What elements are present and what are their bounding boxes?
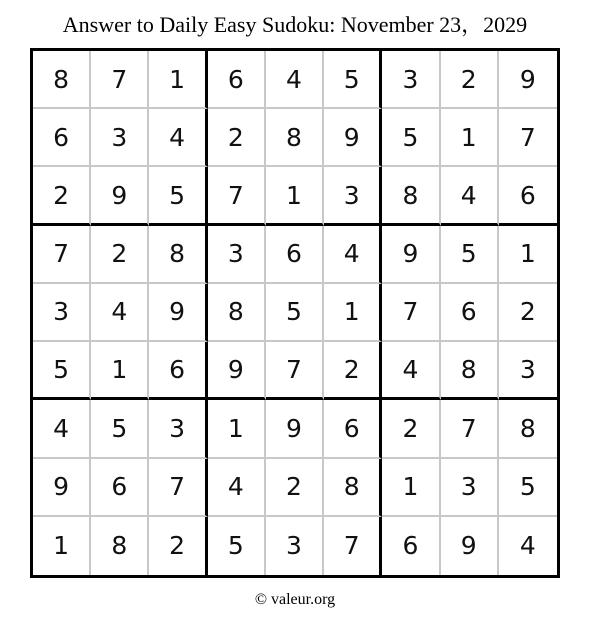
sudoku-cell-r4-c4: 3 (208, 226, 266, 284)
sudoku-cell-r6-c9: 3 (499, 342, 557, 400)
sudoku-cell-r4-c5: 6 (266, 226, 324, 284)
sudoku-cell-r5-c2: 4 (91, 284, 149, 342)
sudoku-cell-r5-c1: 3 (33, 284, 91, 342)
sudoku-cell-r8-c8: 3 (441, 459, 499, 517)
sudoku-cell-r3-c5: 1 (266, 167, 324, 225)
sudoku-cell-r1-c3: 1 (149, 51, 207, 109)
sudoku-cell-r8-c5: 2 (266, 459, 324, 517)
sudoku-cell-r4-c1: 7 (33, 226, 91, 284)
sudoku-cell-r9-c4: 5 (208, 517, 266, 575)
sudoku-cell-r2-c7: 5 (382, 109, 440, 167)
sudoku-cell-r9-c1: 1 (33, 517, 91, 575)
sudoku-cell-r7-c4: 1 (208, 400, 266, 458)
sudoku-cell-r2-c8: 1 (441, 109, 499, 167)
sudoku-cell-r1-c6: 5 (324, 51, 382, 109)
sudoku-cell-r3-c6: 3 (324, 167, 382, 225)
sudoku-cell-r1-c4: 6 (208, 51, 266, 109)
sudoku-cell-r4-c7: 9 (382, 226, 440, 284)
sudoku-cell-r9-c9: 4 (519, 531, 536, 561)
sudoku-cell-r7-c8: 7 (441, 400, 499, 458)
sudoku-cell-r6-c2: 1 (91, 342, 149, 400)
sudoku-cell-r5-c4: 8 (208, 284, 266, 342)
copyright-footer: © valeur.org (254, 591, 336, 608)
sudoku-cell-r3-c8: 4 (441, 167, 499, 225)
sudoku-cell-r2-c4: 2 (208, 109, 266, 167)
sudoku-cell-r3-c2: 9 (91, 167, 149, 225)
sudoku-cell-r3-c7: 8 (382, 167, 440, 225)
sudoku-cell-r5-c7: 7 (382, 284, 440, 342)
sudoku-cell-r2-c9: 7 (499, 109, 557, 167)
sudoku-cell-r1-c9: 9 (499, 51, 557, 109)
sudoku-board (30, 48, 560, 578)
sudoku-cell-r8-c7: 1 (382, 459, 440, 517)
sudoku-cell-r4-c9: 1 (499, 226, 557, 284)
sudoku-cell-r1-c5: 4 (266, 51, 324, 109)
sudoku-cell-r2-c3: 4 (149, 109, 207, 167)
sudoku-cell-r6-c5: 7 (266, 342, 324, 400)
sudoku-cell-r7-c5: 9 (266, 400, 324, 458)
sudoku-cell-r6-c7: 4 (382, 342, 440, 400)
sudoku-cell-r2-c1: 6 (33, 109, 91, 167)
sudoku-cell-r7-c2: 5 (91, 400, 149, 458)
sudoku-cell-r8-c2: 6 (91, 459, 149, 517)
sudoku-cell-r9-c2: 8 (91, 517, 149, 575)
sudoku-cell-r1-c8: 2 (441, 51, 499, 109)
sudoku-cell-r2-c6: 9 (324, 109, 382, 167)
sudoku-cell-r5-c8: 6 (441, 284, 499, 342)
sudoku-cell-r7-c1: 4 (33, 400, 91, 458)
sudoku-cell-r7-c9: 8 (499, 400, 557, 458)
sudoku-cell-r3-c1: 2 (33, 167, 91, 225)
sudoku-cell-r6-c4: 9 (208, 342, 266, 400)
sudoku-cell-r7-c3: 3 (149, 400, 207, 458)
sudoku-cell-r1-c7: 3 (382, 51, 440, 109)
sudoku-cell-r8-c6: 8 (324, 459, 382, 517)
sudoku-cell-r9-c6: 7 (324, 517, 382, 575)
sudoku-cell-r6-c8: 8 (441, 342, 499, 400)
sudoku-cell-r6-c3: 6 (149, 342, 207, 400)
sudoku-cell-r7-c7: 2 (382, 400, 440, 458)
sudoku-cell-r6-c1: 5 (33, 342, 91, 400)
sudoku-cell-r8-c1: 9 (33, 459, 91, 517)
sudoku-cell-r5-c6: 1 (324, 284, 382, 342)
page-title: Answer to Daily Easy Sudoku: November 23，2029 (62, 12, 528, 37)
sudoku-cell-r2-c2: 3 (91, 109, 149, 167)
sudoku-cell-r4-c8: 5 (441, 226, 499, 284)
sudoku-cell-r3-c4: 7 (208, 167, 266, 225)
sudoku-cell-r2-c5: 8 (266, 109, 324, 167)
sudoku-cell-r4-c2: 2 (91, 226, 149, 284)
sudoku-cell-r9-c8: 9 (441, 517, 499, 575)
sudoku-cell-r8-c3: 7 (149, 459, 207, 517)
sudoku-cell-r3-c9: 6 (499, 167, 557, 225)
sudoku-cell-r8-c4: 4 (208, 459, 266, 517)
sudoku-cell-r4-c3: 8 (149, 226, 207, 284)
sudoku-cell-r8-c9: 5 (499, 459, 557, 517)
sudoku-cell-r5-c3: 9 (149, 284, 207, 342)
sudoku-cell-r9-c3: 2 (149, 517, 207, 575)
sudoku-cell-r1-c2: 7 (91, 51, 149, 109)
sudoku-cell-r5-c5: 5 (266, 284, 324, 342)
sudoku-cell-r5-c9: 2 (499, 284, 557, 342)
sudoku-cell-r3-c3: 5 (149, 167, 207, 225)
sudoku-cell-r6-c6: 2 (324, 342, 382, 400)
sudoku-cell-r9-c7: 6 (382, 517, 440, 575)
sudoku-cell-r9-c5: 3 (266, 517, 324, 575)
sudoku-cell-r4-c6: 4 (324, 226, 382, 284)
sudoku-cell-r7-c6: 6 (324, 400, 382, 458)
sudoku-cell-r1-c1: 8 (33, 51, 91, 109)
